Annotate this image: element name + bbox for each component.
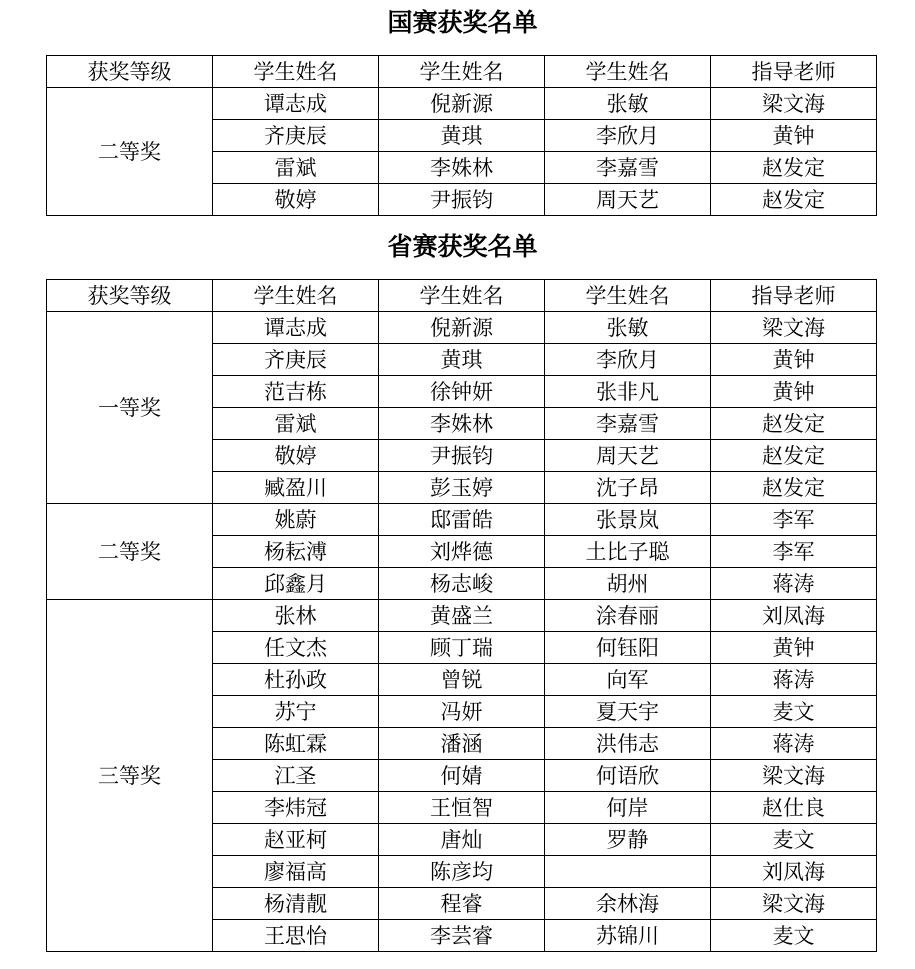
student-name-cell: 陈彦均 (379, 856, 545, 888)
student-name-cell: 张林 (213, 600, 379, 632)
student-name-cell: 李炜冠 (213, 792, 379, 824)
teacher-name-cell: 麦文 (711, 696, 877, 728)
student-name-cell: 程睿 (379, 888, 545, 920)
student-name-cell: 尹振钧 (379, 184, 545, 216)
student-name-header: 学生姓名 (213, 56, 379, 88)
teacher-name-cell: 黄钟 (711, 120, 877, 152)
teacher-name-cell: 黄钟 (711, 376, 877, 408)
teacher-name-cell: 刘凤海 (711, 856, 877, 888)
teacher-name-cell: 梁文海 (711, 760, 877, 792)
student-name-cell: 齐庚辰 (213, 120, 379, 152)
student-name-cell: 张敏 (545, 312, 711, 344)
provincial-award-title: 省赛获奖名单 (387, 232, 538, 261)
student-name-cell: 冯妍 (379, 696, 545, 728)
student-name-header: 学生姓名 (545, 280, 711, 312)
student-name-cell: 杨清靓 (213, 888, 379, 920)
table-row (47, 88, 877, 120)
student-name-cell: 臧盈川 (213, 472, 379, 504)
student-name-cell: 廖福高 (213, 856, 379, 888)
student-name-cell: 李姝林 (379, 152, 545, 184)
student-name-cell: 唐灿 (379, 824, 545, 856)
student-name-cell: 姚蔚 (213, 504, 379, 536)
student-name-cell: 洪伟志 (545, 728, 711, 760)
student-name-cell: 何婧 (379, 760, 545, 792)
teacher-name-cell: 蒋涛 (711, 568, 877, 600)
table-row (47, 504, 877, 536)
award-level-header: 获奖等级 (47, 280, 213, 312)
student-name-cell: 潘涵 (379, 728, 545, 760)
student-name-cell: 江圣 (213, 760, 379, 792)
student-name-cell: 黄琪 (379, 120, 545, 152)
student-name-cell: 涂春丽 (545, 600, 711, 632)
teacher-name-cell: 赵发定 (711, 152, 877, 184)
student-name-cell: 王思怡 (213, 920, 379, 952)
student-name-cell: 倪新源 (379, 312, 545, 344)
teacher-name-cell: 麦文 (711, 824, 877, 856)
student-name-cell: 黄琪 (379, 344, 545, 376)
student-name-cell: 彭玉婷 (379, 472, 545, 504)
teacher-name-cell: 梁文海 (711, 888, 877, 920)
student-name-cell: 李欣月 (545, 344, 711, 376)
student-name-cell: 范吉栋 (213, 376, 379, 408)
student-name-cell: 曾锐 (379, 664, 545, 696)
student-name-cell: 陈虹霖 (213, 728, 379, 760)
student-name-cell: 何岸 (545, 792, 711, 824)
teacher-name-cell: 赵发定 (711, 184, 877, 216)
national-award-title: 国赛获奖名单 (387, 8, 538, 37)
student-name-cell: 邱鑫月 (213, 568, 379, 600)
student-name-cell: 苏宁 (213, 696, 379, 728)
student-name-cell: 沈子昂 (545, 472, 711, 504)
student-name-cell: 胡州 (545, 568, 711, 600)
award-level-cell: 三等奖 (47, 600, 213, 952)
teacher-name-cell: 赵发定 (711, 408, 877, 440)
student-name-cell: 敬婷 (213, 440, 379, 472)
teacher-name-cell: 麦文 (711, 920, 877, 952)
student-name-cell: 周天艺 (545, 184, 711, 216)
student-name-cell: 向军 (545, 664, 711, 696)
teacher-name-cell: 赵发定 (711, 440, 877, 472)
award-level-cell: 一等奖 (47, 312, 213, 504)
table-header-row (47, 56, 877, 88)
student-name-cell: 顾丁瑞 (379, 632, 545, 664)
student-name-cell: 李嘉雪 (545, 408, 711, 440)
student-name-cell: 尹振钧 (379, 440, 545, 472)
award-level-header: 获奖等级 (47, 56, 213, 88)
student-name-cell: 夏天宇 (545, 696, 711, 728)
national-award-table (46, 55, 877, 216)
teacher-name-cell: 李军 (711, 504, 877, 536)
teacher-name-cell: 赵发定 (711, 472, 877, 504)
student-name-cell: 张景岚 (545, 504, 711, 536)
student-name-cell: 李姝林 (379, 408, 545, 440)
award-level-cell: 二等奖 (47, 88, 213, 216)
teacher-name-cell: 蒋涛 (711, 728, 877, 760)
teacher-name-cell: 黄钟 (711, 632, 877, 664)
student-name-cell: 敬婷 (213, 184, 379, 216)
student-name-cell: 任文杰 (213, 632, 379, 664)
student-name-cell: 黄盛兰 (379, 600, 545, 632)
teacher-name-cell: 蒋涛 (711, 664, 877, 696)
student-name-cell: 何钰阳 (545, 632, 711, 664)
teacher-header: 指导老师 (711, 280, 877, 312)
provincial-award-table (46, 279, 877, 952)
student-name-cell: 杨志峻 (379, 568, 545, 600)
teacher-name-cell: 梁文海 (711, 88, 877, 120)
student-name-cell: 罗静 (545, 824, 711, 856)
table-row (47, 312, 877, 344)
student-name-header: 学生姓名 (379, 56, 545, 88)
student-name-cell: 谭志成 (213, 312, 379, 344)
student-name-cell: 张非凡 (545, 376, 711, 408)
student-name-header: 学生姓名 (213, 280, 379, 312)
table-header-row (47, 280, 877, 312)
student-name-cell: 周天艺 (545, 440, 711, 472)
student-name-cell: 齐庚辰 (213, 344, 379, 376)
teacher-name-cell: 梁文海 (711, 312, 877, 344)
student-name-cell: 刘烨德 (379, 536, 545, 568)
student-name-cell: 杨耘溥 (213, 536, 379, 568)
teacher-name-cell: 黄钟 (711, 344, 877, 376)
teacher-name-cell: 李军 (711, 536, 877, 568)
table-row (47, 600, 877, 632)
student-name-cell (545, 856, 711, 888)
student-name-cell: 苏锦川 (545, 920, 711, 952)
award-level-cell: 二等奖 (47, 504, 213, 600)
teacher-name-cell: 刘凤海 (711, 600, 877, 632)
teacher-name-cell: 赵仕良 (711, 792, 877, 824)
student-name-cell: 李嘉雪 (545, 152, 711, 184)
student-name-cell: 杜孙政 (213, 664, 379, 696)
student-name-cell: 土比子聪 (545, 536, 711, 568)
student-name-cell: 雷斌 (213, 408, 379, 440)
student-name-cell: 张敏 (545, 88, 711, 120)
student-name-cell: 何语欣 (545, 760, 711, 792)
student-name-cell: 邸雷皓 (379, 504, 545, 536)
student-name-cell: 倪新源 (379, 88, 545, 120)
student-name-cell: 徐钟妍 (379, 376, 545, 408)
student-name-cell: 李欣月 (545, 120, 711, 152)
student-name-cell: 赵亚柯 (213, 824, 379, 856)
student-name-header: 学生姓名 (379, 280, 545, 312)
student-name-cell: 谭志成 (213, 88, 379, 120)
teacher-header: 指导老师 (711, 56, 877, 88)
student-name-cell: 李芸睿 (379, 920, 545, 952)
student-name-header: 学生姓名 (545, 56, 711, 88)
student-name-cell: 雷斌 (213, 152, 379, 184)
student-name-cell: 余林海 (545, 888, 711, 920)
student-name-cell: 王恒智 (379, 792, 545, 824)
